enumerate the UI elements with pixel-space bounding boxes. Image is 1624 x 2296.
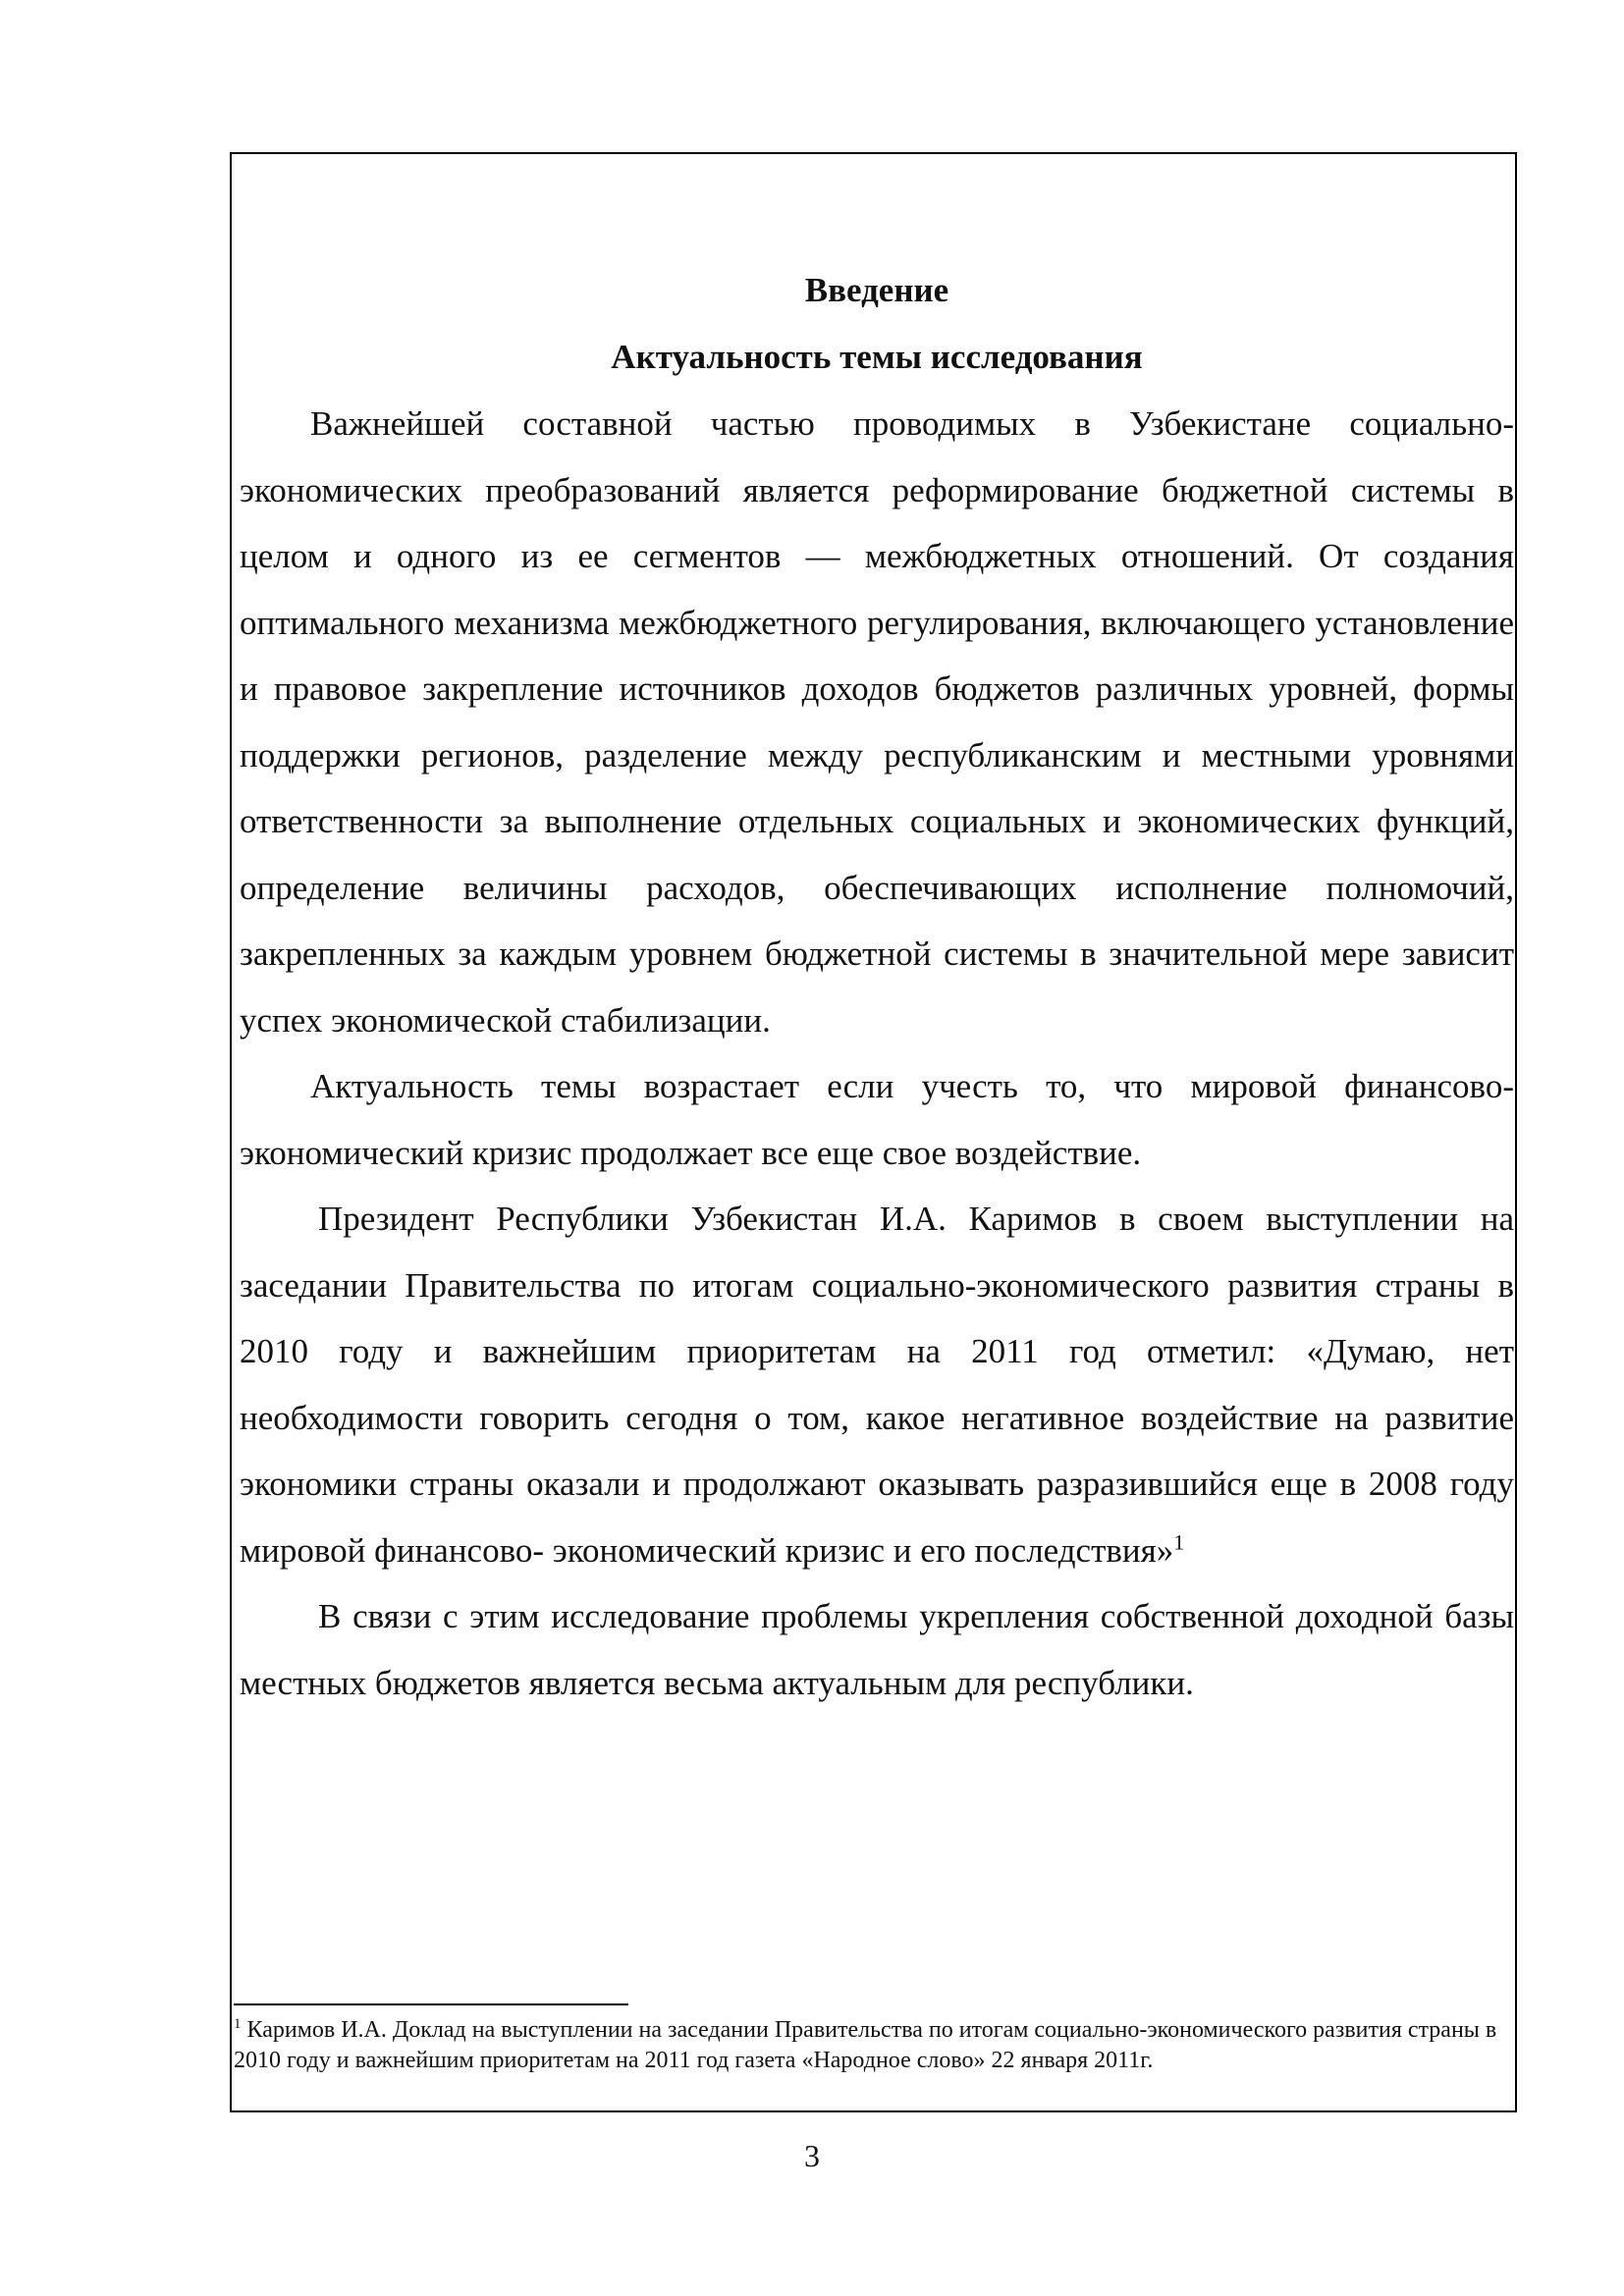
footnote-text: Каримов И.А. Доклад на выступлении на заседании Правительства по итогам социально-экономического развития страны в 2010 году и важнейшим приоритетам на 2011 год газета «Народное слово» 22 января 2011г. (234, 2017, 1497, 2073)
footnote-separator (234, 2003, 628, 2005)
footnote (234, 2015, 1500, 2076)
paragraph-2-text: Актуальность темы возрастает если учесть то, что мировой финансово-экономический кризис продолжает все еще свое воздействие. (240, 1067, 1514, 1172)
paragraph-4 (240, 1583, 1514, 1716)
footnote-reference[interactable]: 1 (1173, 1528, 1185, 1554)
document-body (240, 257, 1514, 1716)
page-number: 3 (804, 2138, 820, 2173)
document-title: Введение (804, 271, 949, 309)
paragraph-3 (240, 1186, 1514, 1583)
paragraph-1-text: Важнейшей составной частью проводимых в Узбекистане социально-экономических преобразований является реформирование бюджетной системы в целом и одного из ее сегментов — межбюджетных отношений. От создания оптимального механизма межбюджетного регулирования, включающего установление и правовое закрепление источников доходов бюджетов различных уровней, формы поддержки регионов, разделение между республиканским и местными уровнями ответственности за выполнение отдельных социальных и экономических функций, определение величины расходов, обеспечивающих исполнение полномочий, закрепленных за каждым уровнем бюджетной системы в значительной мере зависит успех экономической стабилизации. (240, 404, 1514, 1040)
paragraph-3-text: Президент Республики Узбекистан И.А. Каримов в своем выступлении на заседании Правительства по итогам социально-экономического развития страны в 2010 году и важнейшим приоритетам на 2011 год отметил: «Думаю, нет необходимости говорить сегодня о том, какое негативное воздействие на развитие экономики страны оказали и продолжают оказывать разразившийся еще в 2008 году мировой финансово- экономический кризис и его последствия» (240, 1200, 1514, 1570)
footnote-marker: 1 (234, 2016, 242, 2032)
paragraph-4-text: В связи с этим исследование проблемы укрепления собственной доходной базы местных бюджетов является весьма актуальным для республики. (240, 1597, 1514, 1702)
paragraph-2 (240, 1053, 1514, 1186)
document-subtitle: Актуальность темы исследования (611, 338, 1143, 376)
paragraph-1 (240, 391, 1514, 1053)
